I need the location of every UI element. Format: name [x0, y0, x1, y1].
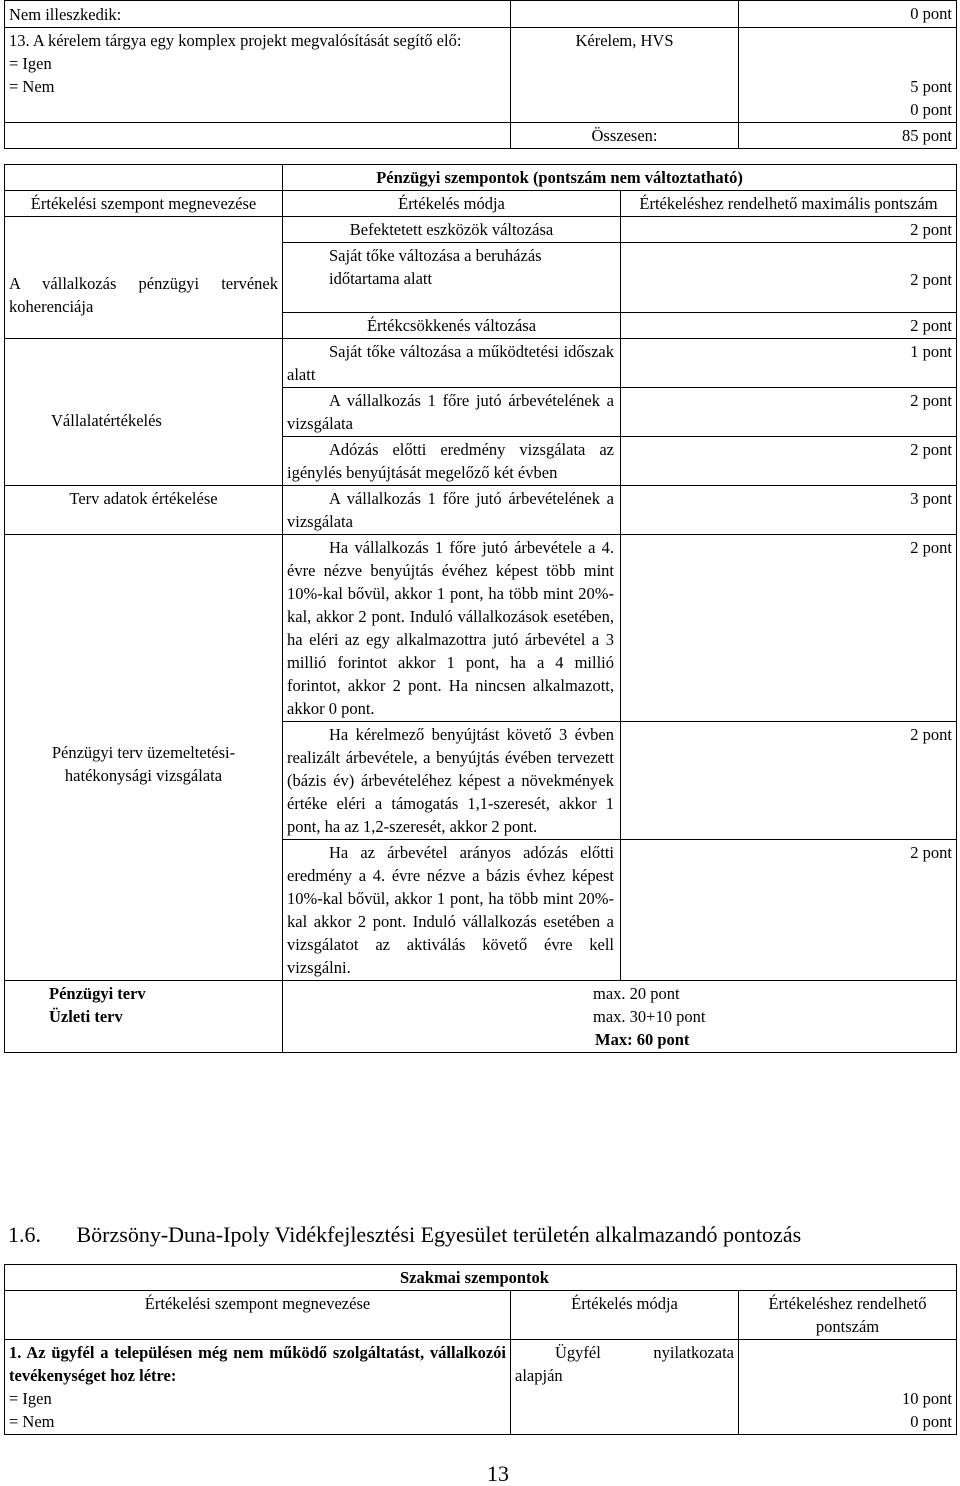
summary-label-business: Üzleti terv — [49, 1007, 123, 1026]
method-row: A vállalkozás 1 főre jutó árbevételének a vizsgálata — [283, 388, 621, 437]
points-row: 2 pont — [621, 437, 957, 486]
method-row: Értékcsökkenés változása — [283, 313, 621, 339]
points-row: 3 pont — [621, 486, 957, 535]
item13-points-no: 0 pont — [910, 100, 952, 119]
item13-title: 13. A kérelem tárgya egy komplex projekt megvalósítását segítő elő: — [9, 31, 462, 50]
item1-criterion — [5, 1340, 511, 1435]
not-fitting-label: Nem illeszkedik: — [5, 1, 511, 28]
method-row: Ha kérelmező benyújtást követő 3 évben realizált árbevétele, a benyújtás évében tervezett (bázis év) árbevételéhez képest a növekmények értéke eléri a támogatás 1,1-szeresét, akkor 1 pont, ha az 1,2-szeresét, akkor 2 pont. — [283, 722, 621, 840]
item13-method: Kérelem, HVS — [511, 28, 739, 123]
method-row: Ha vállalkozás 1 főre jutó árbevétele a 4. évre nézve benyújtás évéhez képest több mint 10%-kal bővül, akkor 1 pont, ha több mint 20%-kal, akkor 2 pont. Induló vállalkozások esetében, ha eléri az egy alkalmazottra jutó árbevétel a 3 millió forintot akkor 1 pont, ha a 4 millió forintot, akkor 2 pont. Ha nincsen alkalmazott, akkor 0 pont. — [283, 535, 621, 722]
points-row: 2 pont — [621, 313, 957, 339]
group-name-coherence: A vállalkozás pénzügyi tervének koherenciája — [5, 217, 283, 339]
method-row: Saját tőke változása a működtetési időszak alatt — [283, 339, 621, 388]
method-row: Saját tőke változása a beruházás időtartama alatt — [283, 243, 621, 313]
not-fitting-points: 0 pont — [739, 1, 957, 28]
header-method: Értékelés módja — [511, 1291, 739, 1340]
summary-value-financial: max. 20 pont — [593, 984, 680, 1003]
points-row: 2 pont — [621, 217, 957, 243]
item1-title: 1. Az ügyfél a településen még nem működő szolgáltatást, vállalkozói tevékenységet hoz létre: — [9, 1343, 506, 1385]
total-points: 85 pont — [739, 123, 957, 149]
points-row: 2 pont — [621, 388, 957, 437]
group-name-operational-efficiency: Pénzügyi terv üzemeltetési-hatékonysági vizsgálata — [5, 535, 283, 981]
financial-criteria-table — [4, 164, 957, 1053]
points-row: 2 pont — [621, 535, 957, 722]
header-criterion-name: Értékelési szempont megnevezése — [5, 191, 283, 217]
summary-values — [283, 981, 957, 1053]
professional-criteria-table — [4, 1264, 957, 1435]
item1-points — [739, 1340, 957, 1435]
group-name-plan-data: Terv adatok értékelése — [5, 486, 283, 535]
professional-title: Szakmai szempontok — [5, 1265, 957, 1291]
header-criterion-name: Értékelési szempont megnevezése — [5, 1291, 511, 1340]
group-name-valuation: Vállalatértékelés — [5, 339, 283, 486]
summary-value-total: Max: 60 pont — [595, 1030, 690, 1049]
item13-criterion — [5, 28, 511, 123]
item1-method: Ügyfél nyilatkozata alapján — [511, 1340, 739, 1435]
method-row: Adózás előtti eredmény vizsgálata az igénylés benyújtását megelőző két évben — [283, 437, 621, 486]
section-number: 1.6. — [8, 1222, 41, 1247]
item1-option-yes: = Igen — [9, 1389, 52, 1408]
scoring-table-top — [4, 0, 957, 149]
method-row: Befektetett eszközök változása — [283, 217, 621, 243]
item1-points-no: 0 pont — [910, 1412, 952, 1431]
summary-labels — [5, 981, 283, 1053]
points-row: 2 pont — [621, 243, 957, 313]
method-row: A vállalkozás 1 főre jutó árbevételének a vizsgálata — [283, 486, 621, 535]
item1-option-no: = Nem — [9, 1412, 55, 1431]
item1-points-yes: 10 pont — [902, 1389, 952, 1408]
item13-points — [739, 28, 957, 123]
section-heading — [8, 1222, 952, 1248]
item13-option-yes: = Igen — [9, 54, 52, 73]
item13-points-yes: 5 pont — [910, 77, 952, 96]
points-row: 2 pont — [621, 840, 957, 981]
header-max-points: Értékeléshez rendelhető maximális pontszám — [621, 191, 957, 217]
page-number: 13 — [487, 1461, 509, 1486]
section-title: Börzsöny-Duna-Ipoly Vidékfejlesztési Egyesület területén alkalmazandó pontozás — [76, 1222, 802, 1247]
total-label: Összesen: — [511, 123, 739, 149]
not-fitting-method — [511, 1, 739, 28]
method-row: Ha az árbevétel arányos adózás előtti eredmény a 4. évre nézve a bázis évhez képest 10%-kal bővül, akkor 1 pont, ha több mint 20%-kal akkor 2 pont. Induló vállalkozás esetében a vizsgálatot az aktiválás követő évre kell vizsgálni. — [283, 840, 621, 981]
header-method: Értékelés módja — [283, 191, 621, 217]
points-row: 1 pont — [621, 339, 957, 388]
summary-value-business: max. 30+10 pont — [593, 1007, 706, 1026]
summary-label-financial: Pénzügyi terv — [49, 984, 146, 1003]
points-row: 2 pont — [621, 722, 957, 840]
item13-option-no: = Nem — [9, 77, 55, 96]
header-points: Értékeléshez rendelhető pontszám — [739, 1291, 957, 1340]
financial-title: Pénzügyi szempontok (pontszám nem változtatható) — [283, 165, 957, 191]
